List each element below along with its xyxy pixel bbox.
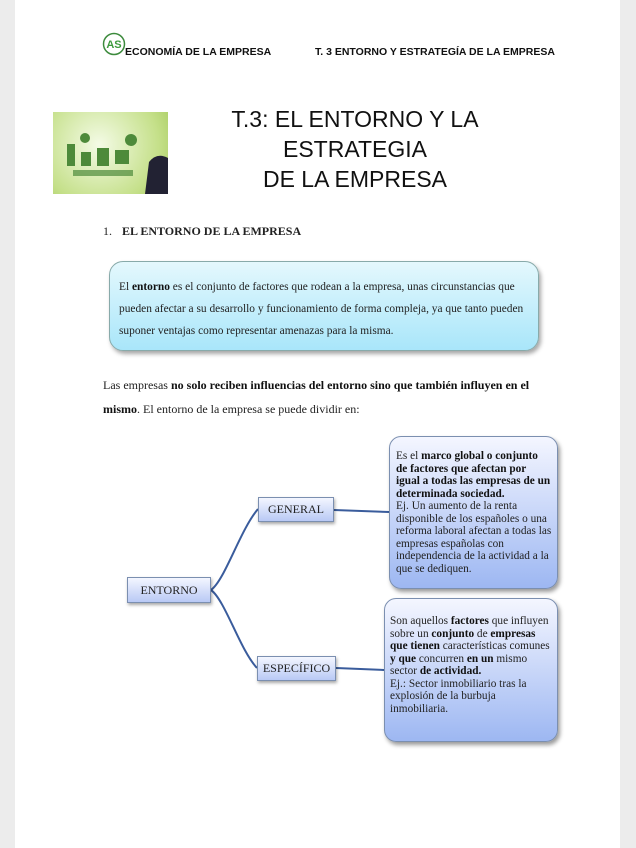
bold-text: de actividad. — [419, 665, 482, 677]
bold-text: conjunto — [431, 627, 475, 640]
title-line-2: DE LA EMPRESA — [262, 166, 448, 192]
header-topic: T. 3 ENTORNO Y ESTRATEGÍA DE LA EMPRESA — [315, 46, 555, 58]
bold-text: empresas que tienen — [390, 627, 536, 652]
section-number: 1. — [103, 224, 112, 238]
bold-text: marco global o conjunto de factores que afectan por igual a todas las empresas de un determinada sociedad. — [396, 450, 551, 500]
text: . El entorno de la empresa se puede dividir en: — [137, 402, 360, 416]
bold-text: y que — [390, 652, 417, 665]
text: mismo sector — [390, 652, 528, 677]
text: que influyen sobre un — [390, 615, 549, 640]
text: concurren — [416, 652, 467, 665]
header-subject: ECONOMÍA DE LA EMPRESA — [125, 46, 272, 58]
text: de — [474, 627, 491, 640]
svg-text:AS: AS — [106, 39, 122, 51]
connector-root-general — [211, 509, 258, 590]
title-line-1: T.3: EL ENTORNO Y LA ESTRATEGIA — [231, 106, 479, 162]
connector-general-desc — [334, 510, 389, 512]
general-description-box — [389, 436, 558, 589]
text: Las empresas — [103, 378, 171, 392]
text: Ej. Un aumento de la renta disponible de los españoles o una reforma laboral afectan a todas las empresas españolas con independencia de la actividad a la que se dediquen. — [396, 500, 552, 575]
especifico-description-box — [384, 598, 558, 742]
bold-text: factores — [450, 615, 489, 627]
bold-text: entorno — [131, 281, 170, 293]
connector-especifico-desc — [336, 668, 384, 670]
text: es el conjunto de factores que rodean a la empresa, unas circunstancias que pueden afectar a su desarrollo y funcionamiento de forma compleja, ya que tanto pueden suponer ventajas como representar amenazas para la misma. — [119, 281, 524, 337]
connector-root-especifico — [211, 590, 257, 668]
text: Ej.: Sector inmobiliario tras la explosión de la burbuja inmobiliaria. — [390, 677, 527, 715]
bold-text: no solo reciben influencias del entorno sino que también influyen en el mismo — [103, 378, 530, 416]
bold-text: en un — [466, 652, 494, 665]
text: Es el — [396, 450, 422, 462]
node-especifico: ESPECÍFICO — [257, 656, 336, 681]
section-title: EL ENTORNO DE LA EMPRESA — [122, 224, 302, 238]
node-entorno: ENTORNO — [127, 577, 211, 603]
text: características comunes — [439, 640, 550, 652]
text: Son aquellos — [390, 615, 451, 627]
node-general: GENERAL — [258, 497, 334, 522]
text: El — [119, 281, 132, 293]
